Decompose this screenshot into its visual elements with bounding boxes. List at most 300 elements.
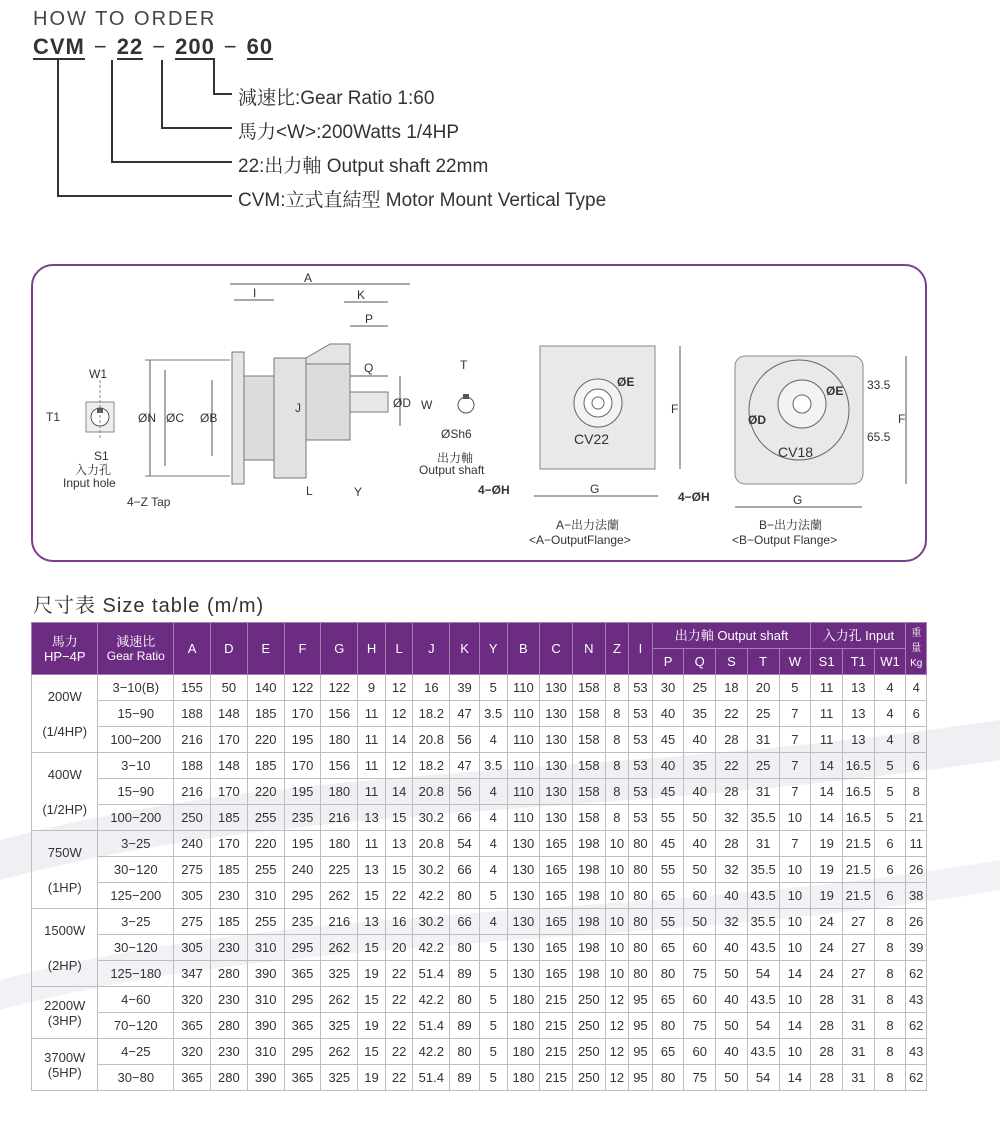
value-cell: 43 [906,1039,927,1065]
shaft-label-cn: 出力軸 [437,451,474,465]
value-cell: 80 [629,857,653,883]
flange-b-dim1: 33.5 [867,378,891,392]
value-cell: 165 [540,831,573,857]
value-cell: 255 [247,857,284,883]
value-cell: 50 [684,805,716,831]
value-cell: 130 [507,909,540,935]
value-cell: 7 [779,779,811,805]
value-cell: 51.4 [413,1065,450,1091]
value-cell: 158 [572,675,605,701]
value-cell: 22 [716,701,748,727]
value-cell: 66 [450,909,480,935]
ratio-cell: 15−90 [98,701,174,727]
value-cell: 10 [605,883,629,909]
value-cell: 50 [684,909,716,935]
value-cell: 18.2 [413,753,450,779]
value-cell: 325 [321,1065,358,1091]
value-cell: 35 [684,701,716,727]
ratio-cell: 125−200 [98,883,174,909]
value-cell: 13 [842,675,874,701]
header-col: H [358,623,386,675]
value-cell: 27 [842,961,874,987]
value-cell: 305 [174,935,211,961]
input-hole-view [46,367,116,490]
value-cell: 40 [684,831,716,857]
value-cell: 220 [247,727,284,753]
header-sub: W1 [874,649,906,675]
value-cell: 5 [479,1039,507,1065]
header-col: Y [479,623,507,675]
value-cell: 35 [684,753,716,779]
hp-cell: 200W (1/4HP) [32,675,98,753]
value-cell: 262 [321,1039,358,1065]
value-cell: 13 [358,805,386,831]
header-col: A [174,623,211,675]
header-sub: T [747,649,779,675]
table-row [32,701,927,727]
value-cell: 13 [842,701,874,727]
value-cell: 11 [358,701,386,727]
flange-b-f: F [898,412,906,426]
value-cell: 4 [479,831,507,857]
value-cell: 155 [174,675,211,701]
dim-q: Q [364,361,374,375]
value-cell: 216 [174,727,211,753]
table-row [32,753,927,779]
value-cell: 11 [358,779,386,805]
value-cell: 158 [572,727,605,753]
value-cell: 80 [629,909,653,935]
flange-a-model: CV22 [574,431,610,447]
value-cell: 158 [572,701,605,727]
header-ratio: 減速比 Gear Ratio [98,623,174,675]
table-row [32,857,927,883]
dim-a: A [304,271,313,285]
flange-b-e: ØE [826,384,844,398]
value-cell: 198 [572,883,605,909]
value-cell: 4 [874,727,906,753]
value-cell: 220 [247,831,284,857]
value-cell: 22 [385,1039,413,1065]
flange-b-d: ØD [748,413,766,427]
value-cell: 21.5 [842,857,874,883]
value-cell: 80 [450,987,480,1013]
flange-b-h: 4−ØH [678,490,710,504]
code-part-shaft: 22 [116,34,144,59]
value-cell: 16.5 [842,753,874,779]
value-cell: 110 [507,701,540,727]
value-cell: 4 [479,909,507,935]
shaft-label-en: Output shaft [419,463,485,477]
value-cell: 180 [507,1065,540,1091]
ratio-cell: 70−120 [98,1013,174,1039]
header-col: J [413,623,450,675]
header-shaft-group: 出力軸 Output shaft [652,623,811,649]
value-cell: 21 [906,805,927,831]
value-cell: 4 [479,805,507,831]
value-cell: 40 [652,701,684,727]
dim-y: Y [354,485,363,499]
value-cell: 6 [874,831,906,857]
value-cell: 12 [605,1039,629,1065]
value-cell: 310 [247,987,284,1013]
value-cell: 5 [874,805,906,831]
value-cell: 15 [385,857,413,883]
value-cell: 165 [540,961,573,987]
value-cell: 230 [210,883,247,909]
value-cell: 215 [540,1013,573,1039]
value-cell: 180 [507,987,540,1013]
value-cell: 215 [540,1065,573,1091]
value-cell: 55 [652,857,684,883]
header-col: I [629,623,653,675]
value-cell: 262 [321,935,358,961]
value-cell: 110 [507,779,540,805]
value-cell: 310 [247,883,284,909]
value-cell: 170 [284,753,321,779]
value-cell: 4 [479,857,507,883]
value-cell: 20 [385,935,413,961]
value-cell: 8 [605,805,629,831]
flange-b-caption-cn: B−出力法蘭 [759,518,823,532]
value-cell: 75 [684,1065,716,1091]
header-col: L [385,623,413,675]
value-cell: 39 [906,935,927,961]
value-cell: 158 [572,805,605,831]
value-cell: 40 [716,883,748,909]
value-cell: 30 [652,675,684,701]
value-cell: 280 [210,1013,247,1039]
header-sub: S1 [811,649,843,675]
value-cell: 390 [247,1013,284,1039]
value-cell: 170 [284,701,321,727]
value-cell: 8 [874,1013,906,1039]
value-cell: 185 [210,805,247,831]
s1-label: S1 [94,449,109,463]
value-cell: 35.5 [747,805,779,831]
value-cell: 5 [479,961,507,987]
order-code: CVM − 22 − 200 − 60 [33,34,274,59]
value-cell: 26 [906,857,927,883]
value-cell: 185 [247,701,284,727]
value-cell: 56 [450,779,480,805]
table-row [32,987,927,1013]
value-cell: 295 [284,935,321,961]
dim-i: I [253,286,257,300]
value-cell: 7 [779,727,811,753]
value-cell: 16.5 [842,779,874,805]
hp-cell: 2200W (3HP) [32,987,98,1039]
value-cell: 80 [450,883,480,909]
value-cell: 5 [479,1065,507,1091]
value-cell: 230 [210,935,247,961]
value-cell: 310 [247,935,284,961]
value-cell: 198 [572,961,605,987]
value-cell: 295 [284,883,321,909]
table-row [32,883,927,909]
value-cell: 8 [605,753,629,779]
value-cell: 4 [906,675,927,701]
value-cell: 215 [540,987,573,1013]
size-table [31,622,927,1091]
dim-l: L [306,484,313,498]
value-cell: 43.5 [747,987,779,1013]
value-cell: 95 [629,1039,653,1065]
t1-label: T1 [46,410,61,424]
value-cell: 31 [747,831,779,857]
header-col: D [210,623,247,675]
value-cell: 60 [684,1039,716,1065]
table-row [32,675,927,701]
value-cell: 28 [716,831,748,857]
value-cell: 62 [906,1013,927,1039]
value-cell: 14 [779,1065,811,1091]
value-cell: 216 [321,805,358,831]
value-cell: 8 [874,909,906,935]
value-cell: 50 [684,857,716,883]
value-cell: 8 [605,701,629,727]
value-cell: 28 [811,1039,843,1065]
value-cell: 28 [716,727,748,753]
value-cell: 275 [174,909,211,935]
value-cell: 170 [210,831,247,857]
value-cell: 13 [358,857,386,883]
value-cell: 390 [247,961,284,987]
value-cell: 24 [811,961,843,987]
value-cell: 280 [210,961,247,987]
w1-label: W1 [89,367,107,381]
value-cell: 45 [652,727,684,753]
value-cell: 25 [747,701,779,727]
value-cell: 19 [358,1065,386,1091]
value-cell: 235 [284,805,321,831]
how-to-order-title: HOW TO ORDER [33,8,217,30]
value-cell: 15 [358,987,386,1013]
value-cell: 80 [629,935,653,961]
value-cell: 31 [747,727,779,753]
value-cell: 10 [779,987,811,1013]
value-cell: 188 [174,701,211,727]
value-cell: 22 [385,1013,413,1039]
value-cell: 10 [605,857,629,883]
value-cell: 19 [811,857,843,883]
value-cell: 8 [874,1065,906,1091]
value-cell: 40 [716,935,748,961]
value-cell: 250 [572,1039,605,1065]
value-cell: 80 [652,1013,684,1039]
value-cell: 43.5 [747,935,779,961]
value-cell: 235 [284,909,321,935]
code-part-model: CVM [33,34,85,59]
value-cell: 80 [629,831,653,857]
value-cell: 4 [874,675,906,701]
value-cell: 22 [716,753,748,779]
z-tap-label: 4−Z Tap [127,495,171,509]
value-cell: 95 [629,1013,653,1039]
value-cell: 198 [572,857,605,883]
value-cell: 130 [540,727,573,753]
value-cell: 55 [652,909,684,935]
value-cell: 3.5 [479,701,507,727]
value-cell: 65 [652,1039,684,1065]
value-cell: 130 [540,805,573,831]
value-cell: 60 [684,987,716,1013]
header-sub: S [716,649,748,675]
value-cell: 198 [572,935,605,961]
value-cell: 7 [779,701,811,727]
value-cell: 40 [716,987,748,1013]
value-cell: 19 [811,883,843,909]
input-hole-label-cn: 入力孔 [75,463,112,477]
value-cell: 140 [247,675,284,701]
value-cell: 21.5 [842,831,874,857]
value-cell: 65 [652,935,684,961]
value-cell: 65 [652,987,684,1013]
value-cell: 32 [716,909,748,935]
value-cell: 18 [716,675,748,701]
value-cell: 39 [450,675,480,701]
value-cell: 9 [358,675,386,701]
flange-a-e: ØE [617,375,635,389]
value-cell: 14 [811,805,843,831]
value-cell: 215 [540,1039,573,1065]
value-cell: 80 [652,961,684,987]
value-cell: 14 [385,727,413,753]
value-cell: 180 [507,1039,540,1065]
flange-a-caption-en: <A−OutputFlange> [529,533,631,547]
flange-a-view [478,346,680,547]
order-line-shaft: 22:出力軸 Output shaft 22mm [238,156,489,177]
value-cell: 11 [811,675,843,701]
value-cell: 47 [450,701,480,727]
ratio-cell: 4−60 [98,987,174,1013]
value-cell: 35.5 [747,909,779,935]
value-cell: 32 [716,805,748,831]
value-cell: 130 [540,779,573,805]
ratio-cell: 3−10(B) [98,675,174,701]
value-cell: 11 [811,727,843,753]
value-cell: 5 [479,987,507,1013]
value-cell: 365 [284,961,321,987]
value-cell: 275 [174,857,211,883]
value-cell: 75 [684,961,716,987]
value-cell: 21.5 [842,883,874,909]
ratio-cell: 100−200 [98,805,174,831]
value-cell: 14 [811,779,843,805]
value-cell: 7 [779,753,811,779]
value-cell: 56 [450,727,480,753]
dim-p: P [365,312,374,326]
header-col: E [247,623,284,675]
value-cell: 80 [629,883,653,909]
flange-a-h: 4−ØH [478,483,510,497]
value-cell: 50 [716,961,748,987]
flange-b-g: G [793,493,803,507]
value-cell: 5 [779,675,811,701]
value-cell: 38 [906,883,927,909]
value-cell: 30.2 [413,805,450,831]
header-col: F [284,623,321,675]
value-cell: 53 [629,753,653,779]
value-cell: 89 [450,1065,480,1091]
value-cell: 45 [652,831,684,857]
order-line-ratio: 減速比:Gear Ratio 1:60 [238,88,435,109]
value-cell: 24 [811,935,843,961]
value-cell: 165 [540,935,573,961]
ratio-cell: 30−120 [98,857,174,883]
value-cell: 14 [811,753,843,779]
value-cell: 180 [321,727,358,753]
value-cell: 42.2 [413,883,450,909]
value-cell: 10 [605,961,629,987]
value-cell: 185 [210,909,247,935]
header-col: G [321,623,358,675]
value-cell: 53 [629,701,653,727]
value-cell: 27 [842,909,874,935]
hp-cell: 400W (1/2HP) [32,753,98,831]
value-cell: 10 [779,805,811,831]
value-cell: 80 [629,961,653,987]
value-cell: 230 [210,987,247,1013]
value-cell: 250 [174,805,211,831]
value-cell: 62 [906,1065,927,1091]
table-row [32,779,927,805]
value-cell: 8 [906,727,927,753]
value-cell: 60 [684,935,716,961]
flange-b-dim2: 65.5 [867,430,891,444]
value-cell: 262 [321,987,358,1013]
value-cell: 12 [385,753,413,779]
value-cell: 42.2 [413,935,450,961]
value-cell: 28 [716,779,748,805]
value-cell: 170 [210,727,247,753]
flange-a-caption-cn: A−出力法蘭 [556,518,620,532]
table-row [32,961,927,987]
value-cell: 255 [247,909,284,935]
value-cell: 5 [479,935,507,961]
value-cell: 165 [540,909,573,935]
value-cell: 13 [385,831,413,857]
flange-a-g: G [590,482,600,496]
ratio-cell: 30−80 [98,1065,174,1091]
value-cell: 250 [572,1065,605,1091]
hp-cell: 1500W (2HP) [32,909,98,987]
table-row [32,727,927,753]
value-cell: 195 [284,727,321,753]
header-col: N [572,623,605,675]
value-cell: 35.5 [747,857,779,883]
ratio-cell: 4−25 [98,1039,174,1065]
code-part-power: 200 [175,34,215,59]
ratio-cell: 100−200 [98,727,174,753]
value-cell: 22 [385,1065,413,1091]
dim-d: ØD [393,396,411,410]
ratio-cell: 3−25 [98,831,174,857]
value-cell: 11 [358,831,386,857]
header-col: Z [605,623,629,675]
value-cell: 188 [174,753,211,779]
value-cell: 185 [210,857,247,883]
header-sub: P [652,649,684,675]
value-cell: 54 [450,831,480,857]
value-cell: 53 [629,675,653,701]
value-cell: 20.8 [413,779,450,805]
value-cell: 89 [450,1013,480,1039]
value-cell: 31 [842,1013,874,1039]
order-line-type: CVM:立式直結型 Motor Mount Vertical Type [238,190,607,211]
value-cell: 216 [174,779,211,805]
value-cell: 20.8 [413,831,450,857]
